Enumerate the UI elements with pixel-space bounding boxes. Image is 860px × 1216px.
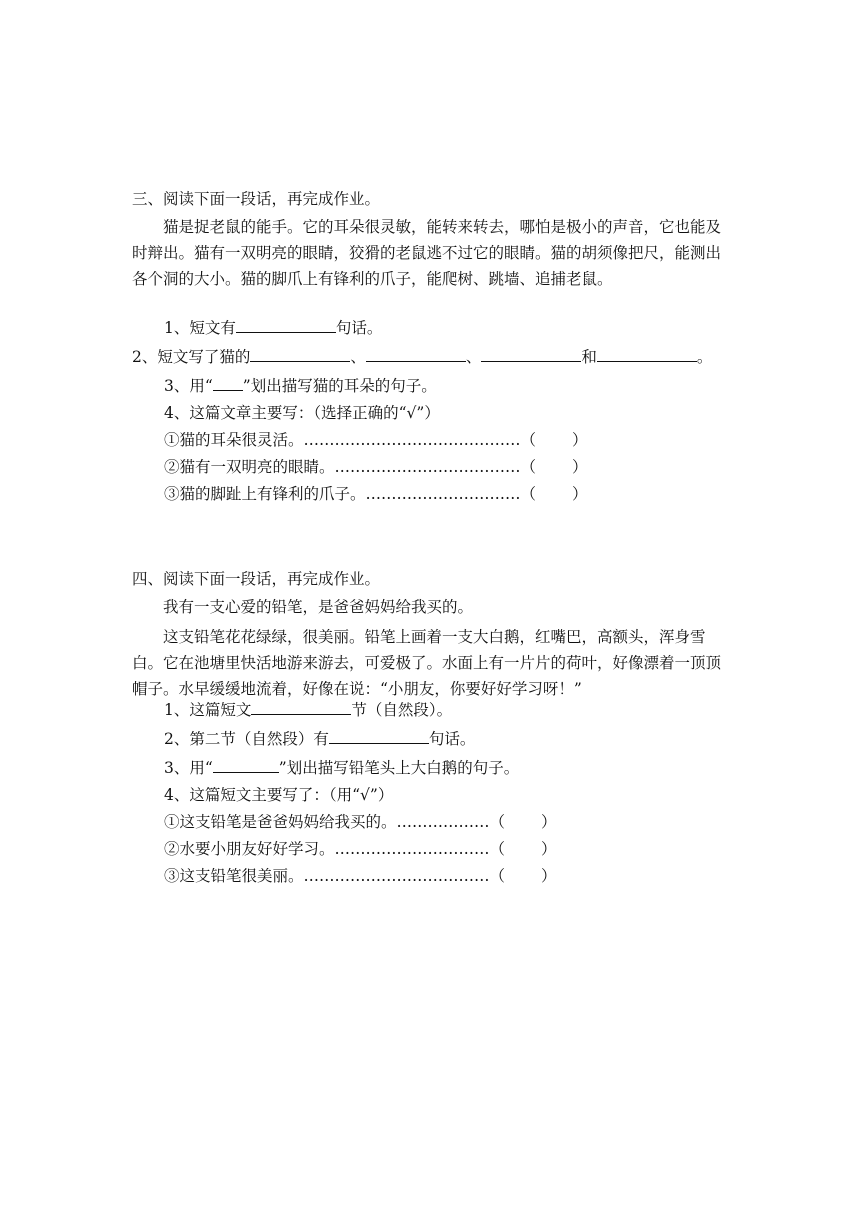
section3-q3-underline-sample bbox=[213, 374, 243, 391]
section3-option-3-text: ③猫的脚趾上有锋利的爪子。 bbox=[164, 485, 366, 503]
section4-option-1-close: ） bbox=[541, 813, 557, 831]
section3-q3 bbox=[164, 374, 437, 397]
section3-option-1-open: （ bbox=[520, 431, 537, 449]
section3-option-1-text: ①猫的耳朵很灵活。 bbox=[164, 431, 304, 449]
section3-option-1 bbox=[164, 429, 588, 451]
section3-q2-and: 和 bbox=[581, 348, 597, 366]
section4-q3-prefix: 3、用“ bbox=[164, 759, 213, 777]
section4-option-2-open: （ bbox=[489, 840, 506, 858]
section3-q3-suffix: ”划出描写猫的耳朵的句子。 bbox=[242, 377, 437, 395]
section4-option-1-dots: ……………… bbox=[396, 813, 490, 831]
section4-q2 bbox=[164, 727, 475, 750]
section3-q4: 4、这篇文章主要写：（选择正确的“√”） bbox=[164, 404, 440, 422]
section4-para-2: 这支铅笔花花绿绿，很美丽。铅笔上画着一支大白鹅，红嘴巴，高额头，浑身雪白。它在池塘里快活地游来游去，可爱极了。水面上有一片片的荷叶，好像漂着一顶顶帽子。水早缓缓地流着，好像在说：“小朋友，你要好好学习呀！” bbox=[132, 628, 722, 698]
section3-option-3-close: ） bbox=[572, 485, 588, 503]
section4-q2-prefix: 2、第二节（自然段）有 bbox=[164, 730, 329, 748]
section4-q1-blank[interactable] bbox=[251, 698, 351, 715]
section4-q1-suffix: 节（自然段）。 bbox=[351, 701, 453, 719]
section4-option-3 bbox=[164, 865, 557, 887]
section3-option-1-dots: …………………………………… bbox=[303, 431, 521, 449]
section4-q4: 4、这篇短文主要写了：（用“√”） bbox=[164, 786, 394, 804]
section4-option-1-text: ①这支铅笔是爸爸妈妈给我买的。 bbox=[164, 813, 397, 831]
section4-q3-suffix: ”划出描写铅笔头上大白鹅的句子。 bbox=[278, 759, 520, 777]
section3-q3-prefix: 3、用“ bbox=[164, 377, 213, 395]
section3-option-2-close: ） bbox=[572, 458, 588, 476]
section3-option-3-dots: ………………………… bbox=[365, 485, 521, 503]
section4-option-2-dots: ………………………… bbox=[334, 840, 490, 858]
section3-heading: 三、阅读下面一段话，再完成作业。 bbox=[132, 190, 381, 208]
section4-q1 bbox=[164, 698, 452, 721]
section4-q3-underline-sample bbox=[213, 756, 279, 773]
section4-q2-suffix: 句话。 bbox=[428, 730, 476, 748]
section4-q1-prefix: 1、这篇短文 bbox=[164, 701, 252, 719]
section4-heading: 四、阅读下面一段话，再完成作业。 bbox=[132, 570, 381, 588]
section3-option-2 bbox=[164, 456, 588, 478]
section4-option-3-close: ） bbox=[541, 867, 557, 885]
section4-option-3-text: ③这支铅笔很美丽。 bbox=[164, 867, 304, 885]
section3-option-3-open: （ bbox=[520, 485, 537, 503]
section3-option-1-close: ） bbox=[572, 431, 588, 449]
section3-q2-blank-1[interactable] bbox=[250, 345, 350, 362]
section3-q2 bbox=[132, 345, 712, 368]
section4-para-1: 我有一支心爱的铅笔，是爸爸妈妈给我买的。 bbox=[163, 598, 474, 616]
section4-option-1-open: （ bbox=[489, 813, 506, 831]
section3-q1-prefix: 1、短文有 bbox=[164, 319, 236, 337]
section3-q1-suffix: 句话。 bbox=[335, 319, 383, 337]
section4-option-2-text: ②水要小朋友好好学习。 bbox=[164, 840, 335, 858]
section3-option-2-dots: ……………………………… bbox=[334, 458, 521, 476]
section3-passage: 猫是捉老鼠的能手。它的耳朵很灵敏，能转来转去，哪怕是极小的声音，它也能及时辩出。猫有一双明亮的眼睛，狡猾的老鼠逃不过它的眼睛。猫的胡须像把尺，能测出各个洞的大小。猫的脚爪上有锋利的爪子，能爬树、跳墙、追捕老鼠。 bbox=[132, 218, 722, 288]
section3-q2-end: 。 bbox=[696, 348, 713, 366]
section3-option-2-text: ②猫有一双明亮的眼睛。 bbox=[164, 458, 335, 476]
section3-q2-sep-1: 、 bbox=[350, 348, 366, 366]
section3-q1 bbox=[164, 316, 382, 339]
section4-option-3-open: （ bbox=[489, 867, 506, 885]
section3-q2-sep-2: 、 bbox=[465, 348, 482, 366]
section3-option-3 bbox=[164, 483, 588, 505]
section3-q2-blank-4[interactable] bbox=[597, 345, 697, 362]
section4-option-1 bbox=[164, 811, 557, 833]
section4-q2-blank[interactable] bbox=[329, 727, 429, 744]
section4-option-2-close: ） bbox=[541, 840, 557, 858]
section4-option-2 bbox=[164, 838, 557, 860]
section3-option-2-open: （ bbox=[520, 458, 537, 476]
section4-option-3-dots: ……………………………… bbox=[303, 867, 490, 885]
section4-q3 bbox=[164, 756, 519, 779]
section3-q2-blank-2[interactable] bbox=[366, 345, 466, 362]
section3-q2-prefix: 2、短文写了猫的 bbox=[132, 348, 251, 366]
section3-q1-blank[interactable] bbox=[236, 316, 336, 333]
section3-q2-blank-3[interactable] bbox=[481, 345, 581, 362]
